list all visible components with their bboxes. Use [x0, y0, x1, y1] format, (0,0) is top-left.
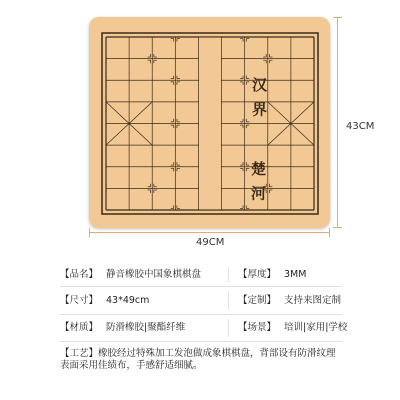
river-band — [199, 38, 221, 210]
xiangqi-board-grid — [89, 17, 330, 228]
thickness-label: 【厚度】 — [238, 269, 277, 280]
name-value: 静音橡胶中国象棋棋盘 — [106, 269, 202, 280]
height-dimension-line — [337, 17, 338, 228]
spec-row-craft — [60, 342, 342, 378]
chess-board-mat — [89, 17, 330, 228]
river-text-left — [248, 161, 268, 205]
material-label: 【材质】 — [60, 322, 99, 333]
size-label: 【尺寸】 — [60, 295, 99, 306]
width-dimension-label: 49CM — [196, 237, 225, 248]
material-value: 防滑橡胶|聚酯纤维 — [106, 322, 186, 333]
spec-row-material — [60, 315, 348, 342]
craft-label: 【工艺】 — [60, 348, 99, 359]
scene-value: 培训|家用|学校 — [284, 322, 348, 333]
craft-block — [60, 348, 342, 373]
river-text-right — [249, 77, 269, 121]
column-divider — [228, 291, 229, 310]
height-dimension-label: 43CM — [346, 121, 375, 132]
height-dimension-tick-top — [333, 17, 342, 18]
column-divider — [228, 267, 229, 282]
custom-value: 支持来图定制 — [284, 295, 342, 306]
thickness-value: 3MM — [284, 269, 307, 280]
width-dimension-tick-right — [329, 228, 330, 237]
width-dimension-tick-left — [89, 228, 90, 237]
spec-row-name — [60, 263, 342, 287]
river-right-label: 汉 界 — [250, 77, 268, 119]
height-dimension-tick-bottom — [333, 227, 342, 228]
spec-row-size — [60, 287, 342, 315]
scene-label: 【场景】 — [238, 322, 277, 333]
custom-label: 【定制】 — [238, 295, 277, 306]
river-left-label: 楚 河 — [249, 161, 267, 203]
size-value: 43*49cm — [106, 295, 150, 306]
craft-value: 橡胶经过特殊加工发泡做成象棋棋盘，背部设有防滑纹理表面采用佳绩布，手感舒适细腻。 — [60, 348, 336, 372]
name-label: 【品名】 — [60, 269, 99, 280]
width-dimension-line — [89, 232, 330, 233]
spec-table — [60, 263, 348, 378]
column-divider — [228, 319, 229, 337]
